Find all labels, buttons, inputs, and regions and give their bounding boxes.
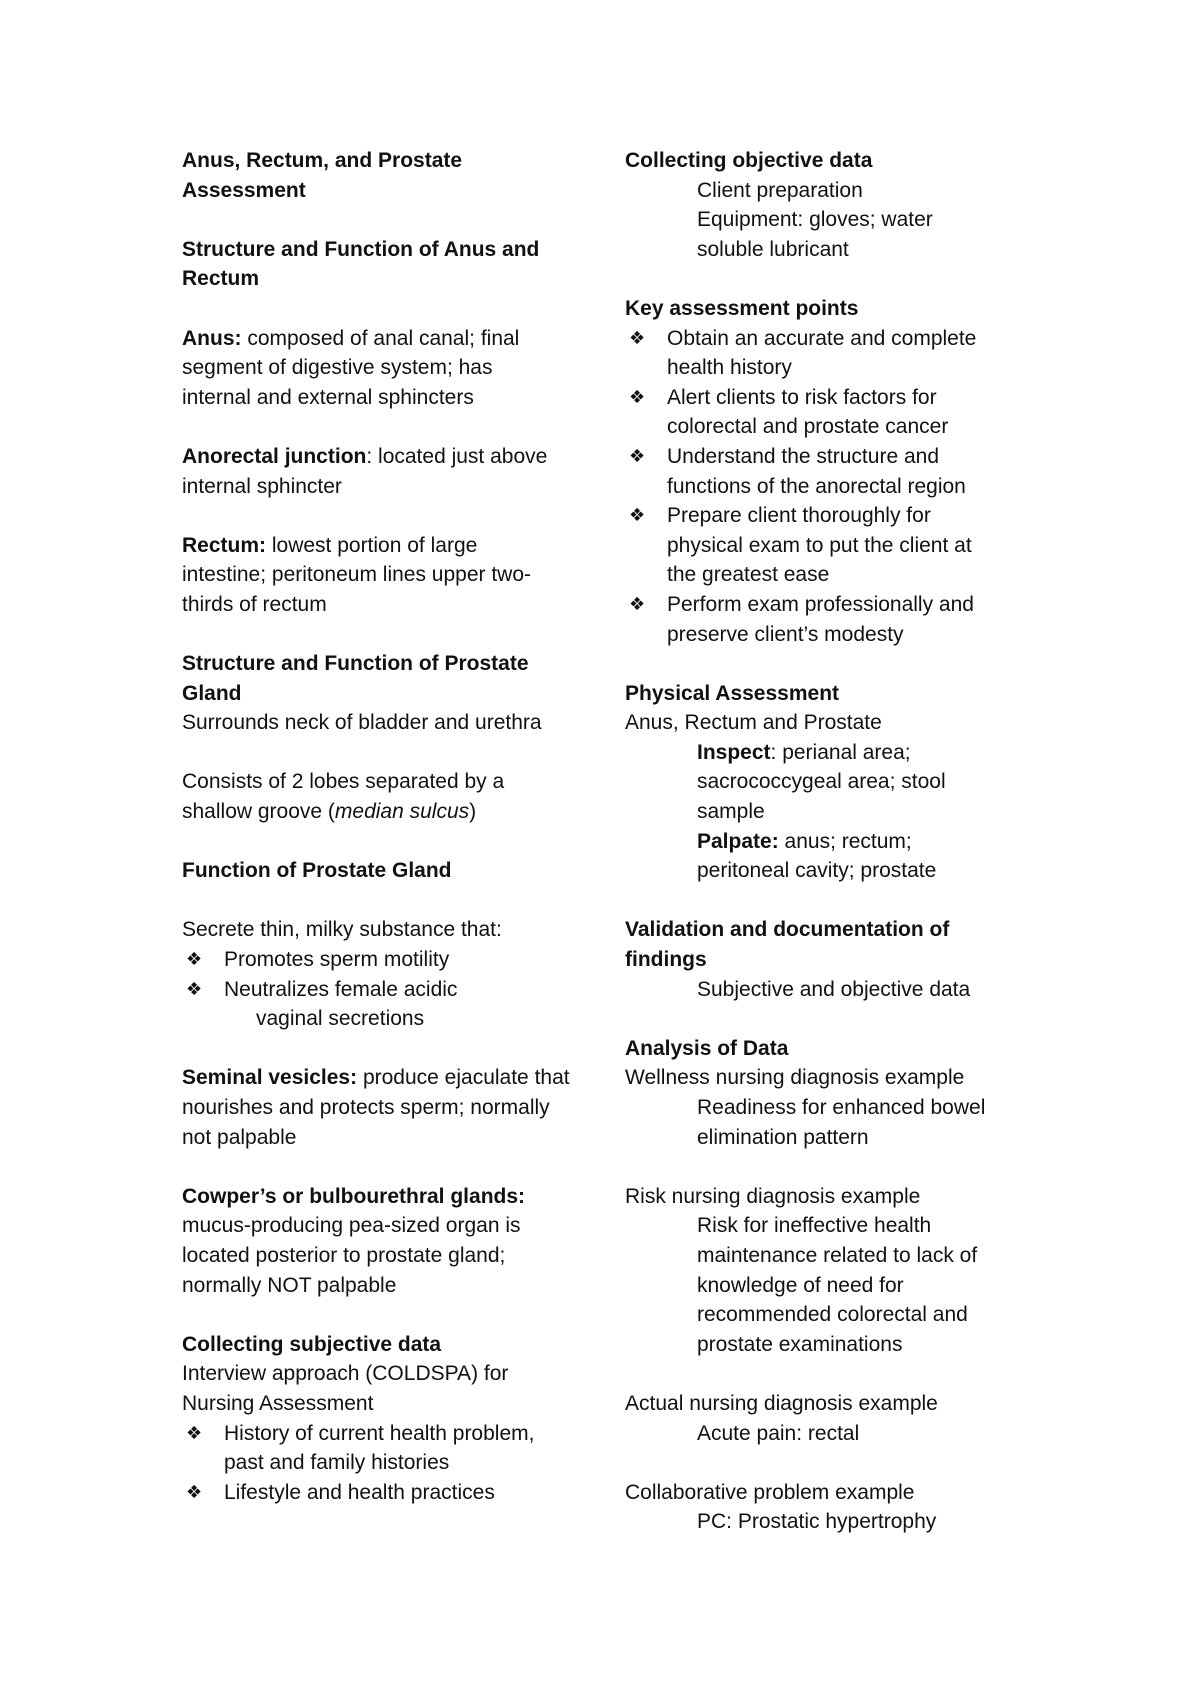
prostate-consists: Consists of 2 lobes separated by a <box>182 770 505 794</box>
anus-definition-line: segment of digestive system; has <box>182 356 493 380</box>
validation-sub: Subjective and objective data <box>697 977 971 1001</box>
right-column <box>625 146 1045 1537</box>
list-item-cont: colorectal and prostate cancer <box>667 415 949 439</box>
risk-line: prostate examinations <box>697 1332 903 1356</box>
inspect-line: sample <box>697 800 765 824</box>
bullet-icon: ❖ <box>629 445 646 466</box>
heading-analysis: Analysis of Data <box>625 1036 789 1060</box>
rectum-definition-line: intestine; peritoneum lines upper two- <box>182 563 532 587</box>
page-title: Anus, Rectum, and Prostate <box>182 149 463 172</box>
heading-subjective-data: Collecting subjective data <box>182 1332 442 1356</box>
cowper-definition-line: located posterior to prostate gland; <box>182 1243 506 1267</box>
list-item <box>182 975 602 1005</box>
seminal-text: produce ejaculate that <box>357 1066 570 1090</box>
interview-approach: Interview approach (COLDSPA) for <box>182 1362 509 1386</box>
risk-line: recommended colorectal and <box>697 1303 968 1327</box>
anus-definition <box>182 324 602 354</box>
wellness-line: elimination pattern <box>697 1125 869 1149</box>
list-item-cont: the greatest ease <box>667 563 830 587</box>
list-item-text: History of current health problem, <box>224 1421 535 1445</box>
collaborative-line: PC: Prostatic hypertrophy <box>697 1510 937 1534</box>
bullet-icon: ❖ <box>186 1422 203 1443</box>
list-item <box>625 501 1045 531</box>
rectum-definition-line: thirds of rectum <box>182 592 327 616</box>
seminal-definition <box>182 1063 602 1093</box>
list-item-cont: vaginal secretions <box>256 1007 425 1031</box>
equipment-line: soluble lubricant <box>697 237 849 261</box>
actual-line: Acute pain: rectal <box>697 1421 860 1445</box>
list-item-cont: functions of the anorectal region <box>667 474 966 498</box>
physical-subheading: Anus, Rectum and Prostate <box>625 711 882 735</box>
list-item <box>625 383 1045 413</box>
palpate-line: peritoneal cavity; prostate <box>697 859 937 883</box>
rectum-text: lowest portion of large <box>266 533 478 557</box>
rectum-term: Rectum: <box>182 533 267 557</box>
client-preparation: Client preparation <box>697 178 863 202</box>
list-item <box>625 442 1045 472</box>
risk-line: knowledge of need for <box>697 1273 904 1297</box>
consists-close: ) <box>469 800 477 824</box>
bullet-icon: ❖ <box>629 505 646 526</box>
bullet-icon: ❖ <box>629 386 646 407</box>
interview-approach-line: Nursing Assessment <box>182 1391 374 1415</box>
risk-line: maintenance related to lack of <box>697 1243 978 1267</box>
bullet-icon: ❖ <box>629 327 646 348</box>
seminal-definition-line: not palpable <box>182 1125 297 1149</box>
list-item-text: Alert clients to risk factors for <box>667 385 937 409</box>
inspect-item <box>625 738 1045 768</box>
anorectal-definition-line: internal sphincter <box>182 474 342 498</box>
anorectal-definition <box>182 442 602 472</box>
page-title-cont: Assessment <box>182 178 306 202</box>
heading-structure-anus: Structure and Function of Anus and <box>182 237 540 261</box>
heading-key-points: Key assessment points <box>625 296 859 320</box>
list-item-text: Lifestyle and health practices <box>224 1480 495 1504</box>
heading-validation-cont: findings <box>625 948 707 972</box>
palpate-term: Palpate: <box>697 829 779 853</box>
list-item <box>625 590 1045 620</box>
list-item-cont: past and family histories <box>224 1451 450 1475</box>
left-column <box>182 146 602 1507</box>
anus-text: composed of anal canal; final <box>241 326 520 350</box>
seminal-term: Seminal vesicles: <box>182 1066 358 1090</box>
list-item-text: Neutralizes female acidic <box>224 977 458 1001</box>
anorectal-term: Anorectal junction <box>182 444 367 468</box>
heading-structure-prostate-cont: Gland <box>182 681 242 705</box>
list-item-text: Perform exam professionally and <box>667 592 974 616</box>
consists-text: shallow groove ( <box>182 800 335 824</box>
bullet-icon: ❖ <box>186 978 203 999</box>
cowper-definition-line: normally NOT palpable <box>182 1273 397 1297</box>
heading-validation: Validation and documentation of <box>625 918 950 942</box>
heading-structure-anus-cont: Rectum <box>182 267 260 291</box>
cowper-term: Cowper’s or bulbourethral glands: <box>182 1184 526 1208</box>
list-item-text: Understand the structure and <box>667 444 939 468</box>
inspect-line: sacrococcygeal area; stool <box>697 770 946 794</box>
risk-example: Risk nursing diagnosis example <box>625 1184 921 1208</box>
anus-term: Anus: <box>182 326 242 350</box>
palpate-item <box>625 827 1045 857</box>
equipment: Equipment: gloves; water <box>697 208 933 232</box>
anus-definition-line: internal and external sphincters <box>182 385 474 409</box>
heading-function-prostate: Function of Prostate Gland <box>182 859 452 883</box>
list-item <box>625 324 1045 354</box>
wellness-line: Readiness for enhanced bowel <box>697 1096 986 1119</box>
list-item-cont: physical exam to put the client at <box>667 533 972 557</box>
list-item-text: Promotes sperm motility <box>224 948 450 972</box>
anorectal-text: : located just above <box>366 444 548 468</box>
inspect-term: Inspect <box>697 740 771 764</box>
heading-structure-prostate: Structure and Function of Prostate <box>182 652 529 676</box>
list-item <box>182 1419 602 1449</box>
list-item <box>182 1478 602 1508</box>
rectum-definition <box>182 531 602 561</box>
secrete-intro: Secrete thin, milky substance that: <box>182 918 502 942</box>
list-item-cont: health history <box>667 356 792 380</box>
collaborative-example: Collaborative problem example <box>625 1480 915 1504</box>
palpate-text: anus; rectum; <box>778 829 912 853</box>
heading-physical-assessment: Physical Assessment <box>625 681 840 705</box>
wellness-example: Wellness nursing diagnosis example <box>625 1066 965 1090</box>
bullet-icon: ❖ <box>629 593 646 614</box>
actual-example: Actual nursing diagnosis example <box>625 1391 938 1415</box>
bullet-icon: ❖ <box>186 1481 203 1502</box>
seminal-definition-line: nourishes and protects sperm; normally <box>182 1096 550 1119</box>
cowper-definition-line: mucus-producing pea-sized organ is <box>182 1214 521 1238</box>
list-item-cont: preserve client’s modesty <box>667 622 904 646</box>
heading-objective-data: Collecting objective data <box>625 149 873 172</box>
prostate-surrounds: Surrounds neck of bladder and urethra <box>182 711 542 735</box>
bullet-icon: ❖ <box>186 949 203 970</box>
inspect-text: : perianal area; <box>770 740 911 764</box>
list-item-text: Prepare client thoroughly for <box>667 504 931 528</box>
risk-line: Risk for ineffective health <box>697 1214 932 1238</box>
prostate-consists-line <box>182 797 602 827</box>
list-item-text: Obtain an accurate and complete <box>667 326 977 350</box>
median-sulcus-term: median sulcus <box>334 800 470 824</box>
list-item <box>182 945 602 975</box>
